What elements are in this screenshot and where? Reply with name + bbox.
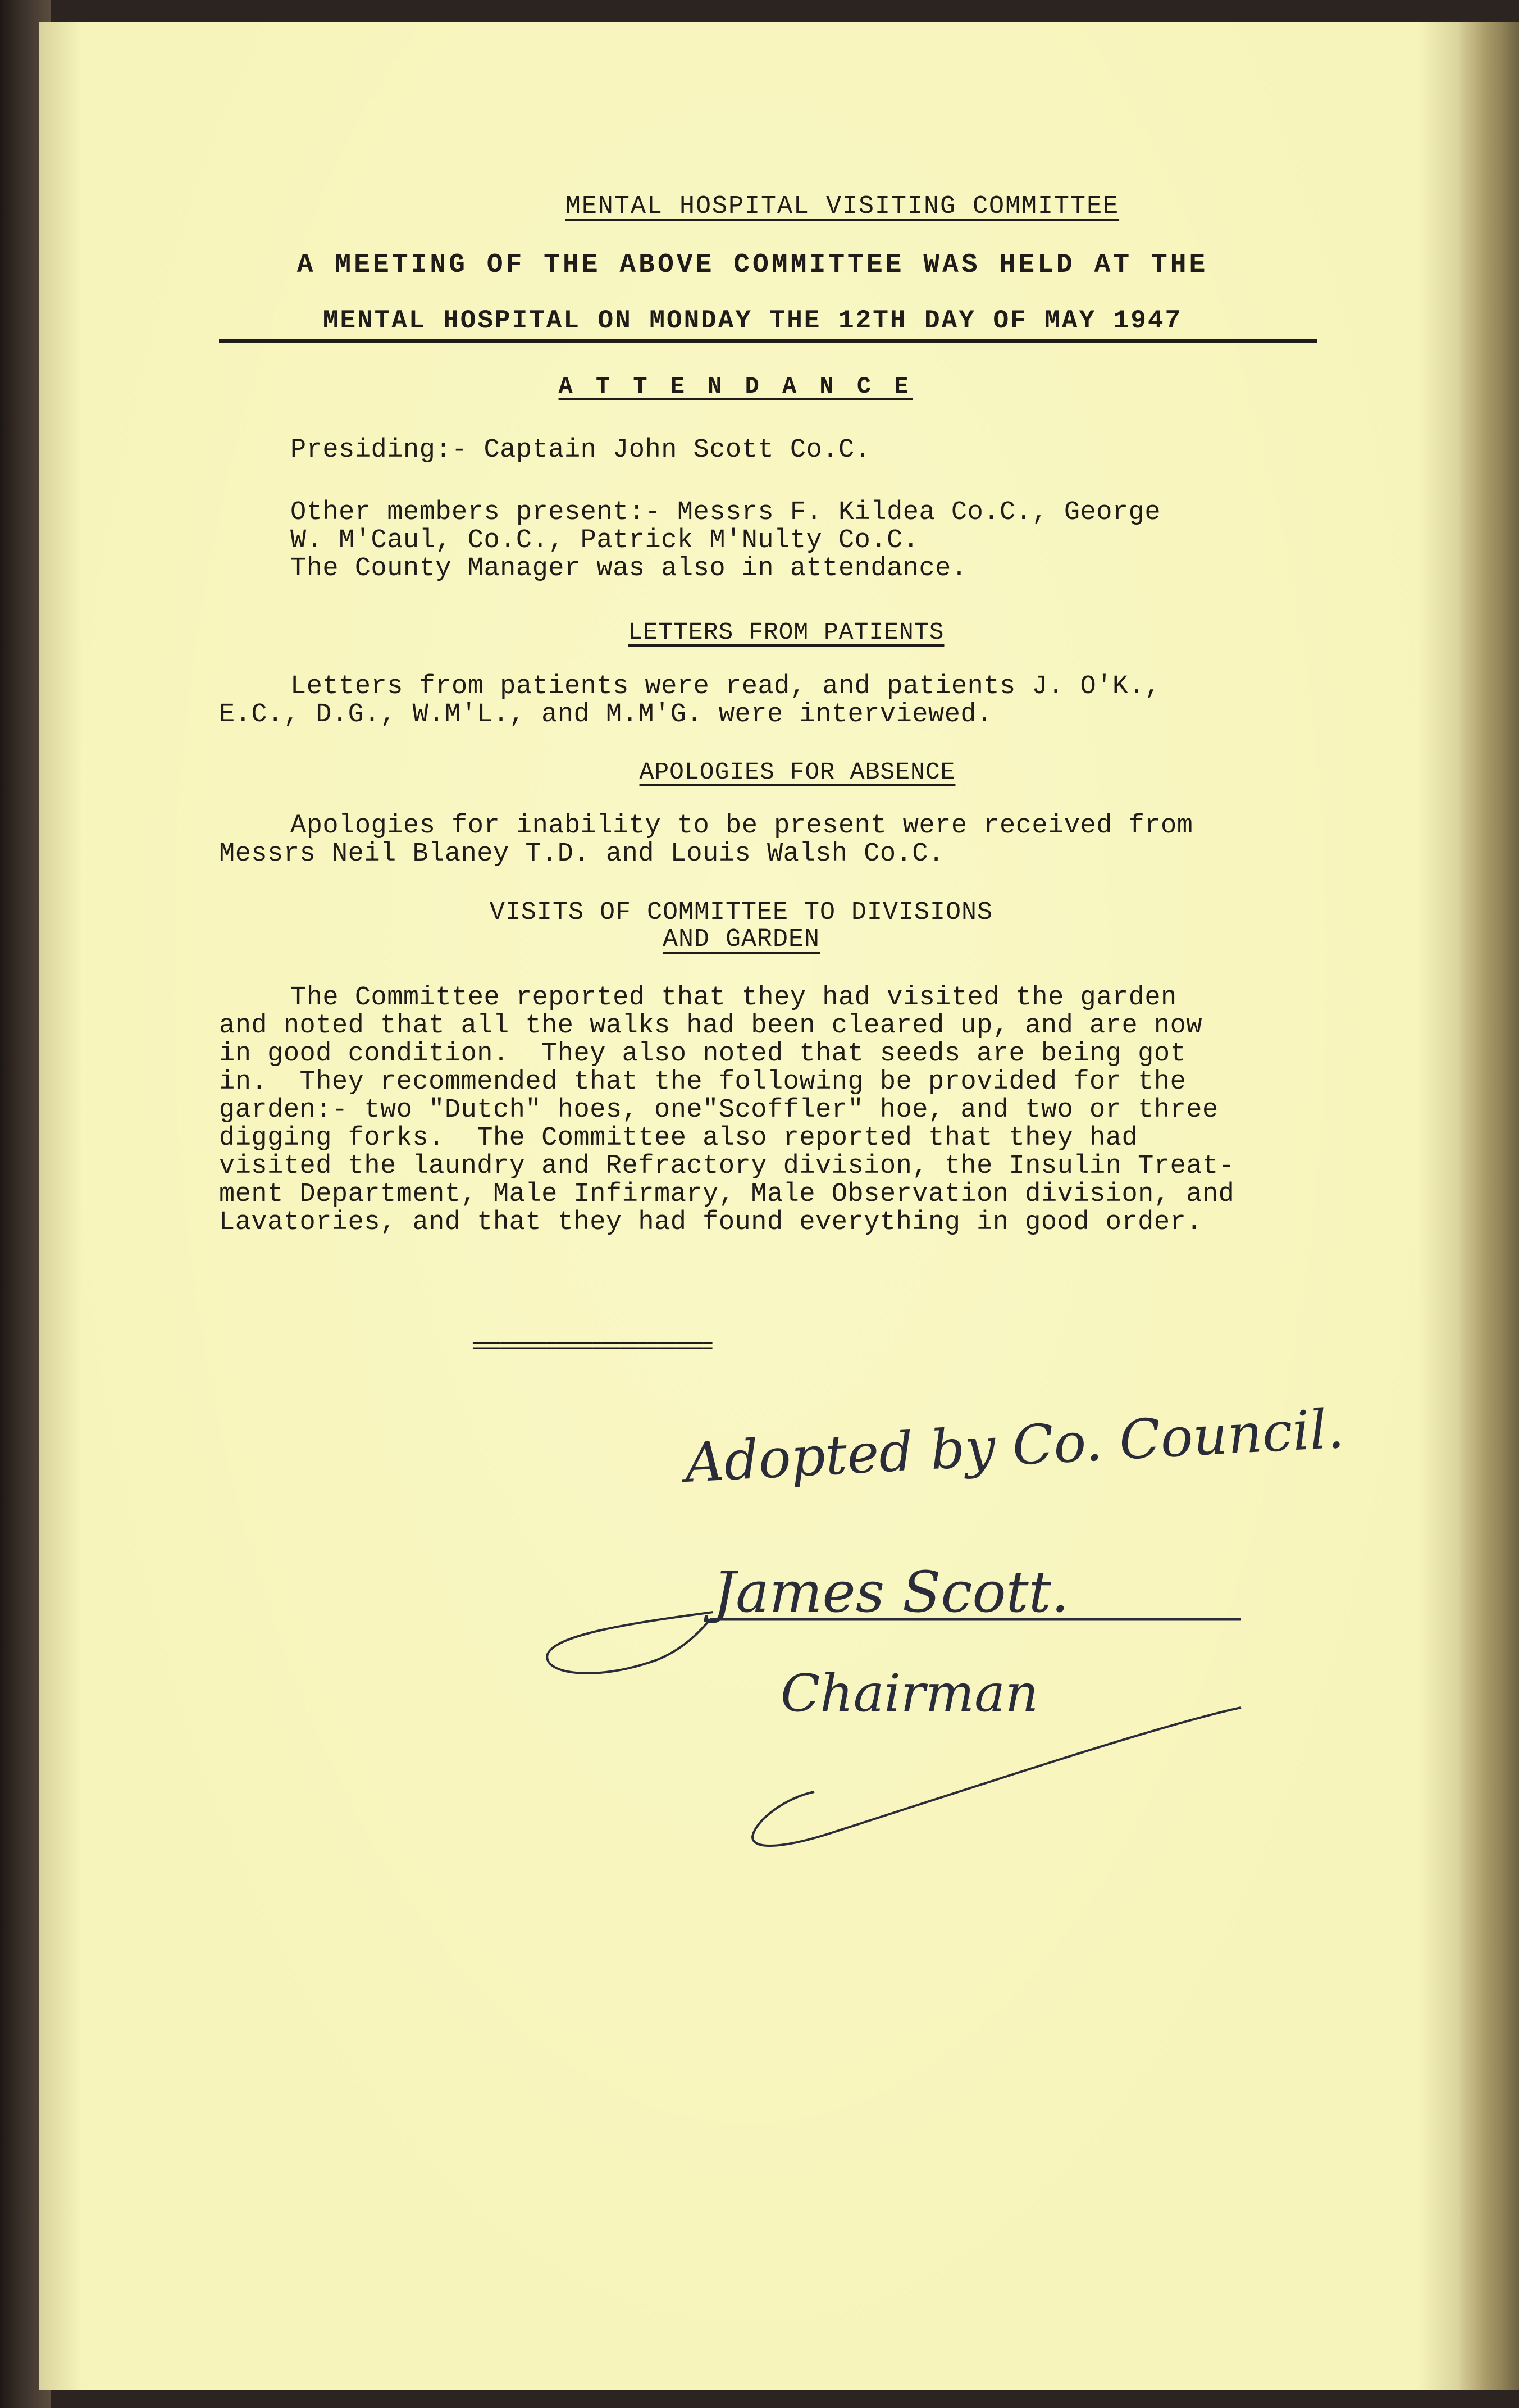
apologies-line-1: Apologies for inability to be present were received from — [290, 811, 1193, 841]
handwritten-chairman: Chairman — [781, 1663, 1039, 1723]
letters-heading: LETTERS FROM PATIENTS — [628, 618, 945, 646]
apologies-heading: APOLOGIES FOR ABSENCE — [639, 758, 956, 786]
letters-line-2: E.C., D.G., W.M'L., and M.M'G. were interviewed. — [219, 700, 993, 730]
members-line-3: The County Manager was also in attendance. — [290, 554, 968, 584]
visits-line-8: ment Department, Male Infirmary, Male Observation division, and — [219, 1180, 1235, 1209]
visits-line-7: visited the laundry and Refractory division, the Insulin Treat- — [219, 1151, 1235, 1181]
handwritten-signature: James Scott. — [713, 1559, 1069, 1625]
visits-line-2: and noted that all the walks had been cleared up, and are now — [219, 1011, 1202, 1041]
document-title: MENTAL HOSPITAL VISITING COMMITTEE — [565, 192, 1120, 221]
visits-line-3: in good condition. They also noted that seeds are being got — [219, 1039, 1187, 1069]
visits-heading-line-2: AND GARDEN — [662, 925, 820, 954]
members-line-2: W. M'Caul, Co.C., Patrick M'Nulty Co.C. — [290, 526, 919, 556]
apologies-line-2: Messrs Neil Blaney T.D. and Louis Walsh Co.C. — [219, 839, 945, 869]
visits-line-6: digging forks. The Committee also reported that they had — [219, 1123, 1138, 1153]
chairman-flourish-stroke — [752, 1708, 1241, 1846]
members-line-1: Other members present:- Messrs F. Kildea Co.C., George — [290, 498, 1161, 527]
intro-line-2: MENTAL HOSPITAL ON MONDAY THE 12TH DAY OF MAY 1947 — [322, 306, 1183, 335]
visits-line-1: The Committee reported that they had visited the garden — [290, 983, 1177, 1013]
visits-line-4: in. They recommended that the following be provided for the — [219, 1067, 1187, 1097]
signature-flourish-strokes — [39, 22, 1460, 2390]
attendance-heading: A T T E N D A N C E — [558, 373, 913, 400]
visits-line-5: garden:- two "Dutch" hoes, one"Scoffler" hoe, and two or three — [219, 1095, 1219, 1125]
presiding-line: Presiding:- Captain John Scott Co.C. — [290, 435, 871, 465]
separator-line: ========================== — [472, 1337, 711, 1358]
document-page — [39, 22, 1460, 2390]
handwritten-adopted-note: Adopted by Co. Council. — [683, 1397, 1346, 1495]
visits-line-9: Lavatories, and that they had found everything in good order. — [219, 1208, 1202, 1237]
visits-heading-line-1: VISITS OF COMMITTEE TO DIVISIONS — [489, 898, 993, 927]
intro-line-1: A MEETING OF THE ABOVE COMMITTEE WAS HELD AT THE — [296, 250, 1208, 280]
signature-left-loop-stroke — [547, 1612, 713, 1673]
letters-line-1: Letters from patients were read, and patients J. O'K., — [290, 672, 1161, 702]
